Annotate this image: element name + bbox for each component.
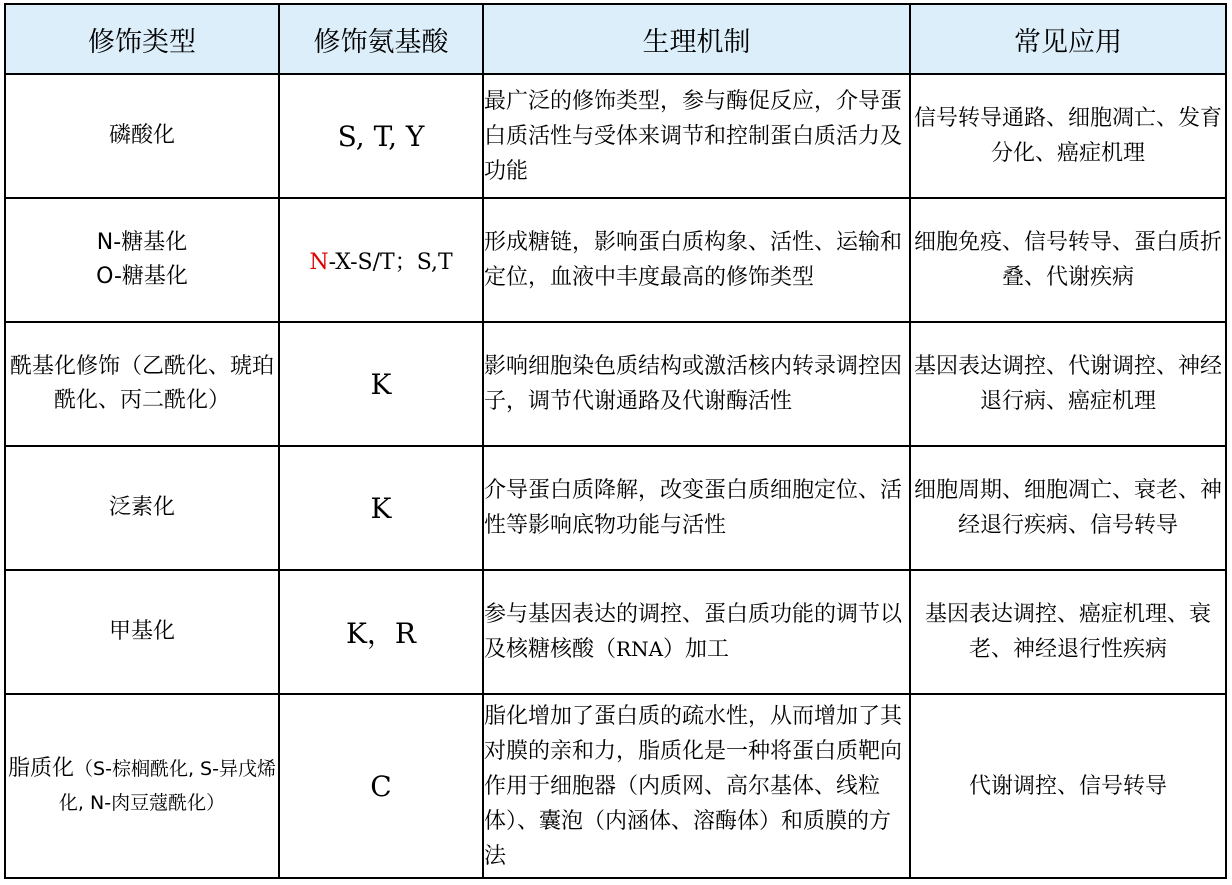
- mechanism-part: 参与基因表达的调控、蛋白质功能的调节以及核糖核酸（: [484, 602, 903, 662]
- amino-acid-highlight: N: [309, 249, 329, 275]
- mechanism: 影响细胞染色质结构或激活核内转录调控因子，调节代谢通路及代谢酶活性: [483, 322, 910, 446]
- header-application: 常见应用: [910, 4, 1226, 74]
- header-amino-acid: 修饰氨基酸: [279, 4, 483, 74]
- modification-type: 磷酸化: [5, 74, 279, 198]
- modification-type: [5, 694, 279, 878]
- amino-acid: [279, 198, 483, 322]
- modification-type: 酰基化修饰（乙酰化、琥珀酰化、丙二酰化）: [5, 322, 279, 446]
- mechanism: 形成糖链，影响蛋白质构象、活性、运输和定位，血液中丰度最高的修饰类型: [483, 198, 910, 322]
- amino-acid: K: [279, 446, 483, 570]
- table-row: [5, 198, 1226, 322]
- type-main: 脂质化: [8, 756, 75, 781]
- table-row: [5, 446, 1226, 570]
- mechanism-rna: RNA: [616, 637, 664, 661]
- application: 代谢调控、信号转导: [910, 694, 1226, 878]
- table-row: [5, 322, 1226, 446]
- mechanism: 介导蛋白质降解，改变蛋白质细胞定位、活性等影响底物功能与活性: [483, 446, 910, 570]
- amino-acid: K，R: [279, 570, 483, 694]
- modification-type: 甲基化: [5, 570, 279, 694]
- application: 细胞周期、细胞凋亡、衰老、神经退行疾病、信号转导: [910, 446, 1226, 570]
- ptm-table: [4, 3, 1227, 879]
- mechanism: 脂化增加了蛋白质的疏水性，从而增加了其对膜的亲和力，脂质化是一种将蛋白质靶向作用于细胞器（内质网、高尔基体、线粒体）、囊泡（内涵体、溶酶体）和质膜的方法: [483, 694, 910, 878]
- type-detail: （S-棕榈酰化, S-异戊烯化, N-肉豆蔻酰化）: [58, 758, 276, 814]
- header-mechanism: 生理机制: [483, 4, 910, 74]
- mechanism-part: ）加工: [663, 637, 730, 662]
- type-line-o-glyco: O-糖基化: [96, 264, 188, 289]
- amino-acid: S, T, Y: [279, 74, 483, 198]
- application: 细胞免疫、信号转导、蛋白质折叠、代谢疾病: [910, 198, 1226, 322]
- amino-acid-rest: -X-S/T；S,T: [328, 249, 453, 275]
- amino-acid: C: [279, 694, 483, 878]
- amino-acid: K: [279, 322, 483, 446]
- mechanism: [483, 570, 910, 694]
- mechanism: 最广泛的修饰类型，参与酶促反应，介导蛋白质活性与受体来调节和控制蛋白质活力及功能: [483, 74, 910, 198]
- modification-type: 泛素化: [5, 446, 279, 570]
- application: 基因表达调控、代谢调控、神经退行病、癌症机理: [910, 322, 1226, 446]
- header-type: 修饰类型: [5, 4, 279, 74]
- table-row: [5, 570, 1226, 694]
- modification-type: [5, 198, 279, 322]
- application: 基因表达调控、癌症机理、衰老、神经退行性疾病: [910, 570, 1226, 694]
- table-row: [5, 694, 1226, 878]
- header-row: [5, 4, 1226, 74]
- table-row: [5, 74, 1226, 198]
- type-line-n-glyco: N-糖基化: [96, 230, 188, 255]
- application: 信号转导通路、细胞凋亡、发育分化、癌症机理: [910, 74, 1226, 198]
